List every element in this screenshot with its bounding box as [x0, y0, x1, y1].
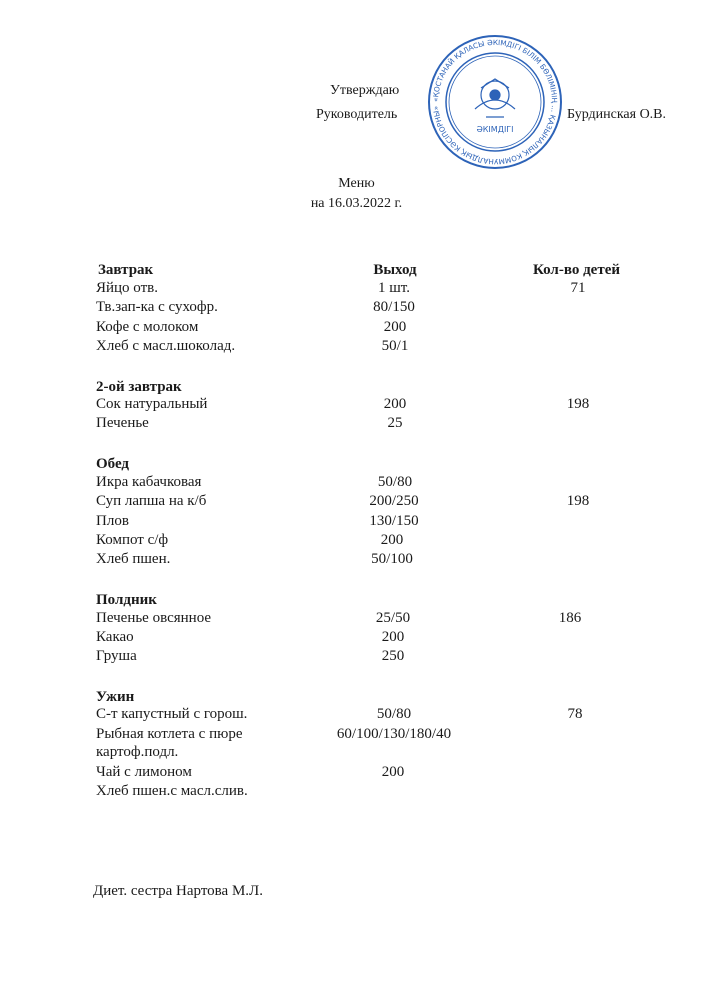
- menu-item-output: 200: [383, 319, 407, 335]
- menu-title: Меню: [338, 176, 375, 191]
- dietitian-signature: Диет. сестра Нартова М.Л.: [93, 883, 263, 899]
- menu-item-children: 71: [570, 280, 586, 296]
- menu-item-output: 50/100: [371, 551, 413, 567]
- menu-item-output: 1 шт.: [378, 280, 410, 296]
- menu-item-name: Плов: [96, 513, 129, 529]
- section-title-snack: Полдник: [96, 592, 157, 608]
- menu-item-output: 25: [387, 415, 403, 431]
- menu-item-output: 200: [383, 396, 407, 412]
- menu-item-output: 25/50: [375, 610, 411, 626]
- menu-item-output: 130/150: [369, 513, 419, 529]
- approve-word: Утверждаю: [330, 83, 400, 98]
- menu-item-name: Груша: [96, 648, 137, 664]
- bleed-through-text: [88, 85, 648, 185]
- head-title: Руководитель: [316, 107, 398, 122]
- menu-item-children: 78: [567, 706, 583, 722]
- menu-item-name: Компот с/ф: [96, 532, 169, 548]
- header-children: Кол-во детей: [533, 262, 621, 278]
- menu-item-output: 200: [381, 764, 405, 780]
- menu-item-output: 250: [381, 648, 405, 664]
- seal-outer-textpath: «ҚОСТАНАЙ ҚАЛАСЫ ӘКІМДІГІ БІЛІМ БӨЛІМІНІҢ ... ҚАЗЫНАЛЫҚ КОММУНАЛДЫҚ КӘСІПОРНЫ»: [430, 37, 560, 167]
- menu-item-output: 200: [381, 629, 405, 645]
- menu-item-output: 80/150: [373, 299, 415, 315]
- official-seal: [426, 33, 564, 171]
- seal-outer-text: [431, 38, 559, 166]
- menu-item-output: 200: [380, 532, 404, 548]
- menu-item-children: 198: [566, 396, 590, 412]
- menu-item-name: Кофе с молоком: [96, 319, 199, 335]
- menu-item-children: 186: [558, 610, 582, 626]
- menu-item-name: С-т капустный с горош.: [96, 706, 248, 722]
- menu-item-name: Хлеб пшен.с масл.слив.: [96, 783, 248, 799]
- menu-item-output: 50/80: [377, 474, 413, 490]
- menu-item-name: Рыбная котлета с пюре: [96, 726, 243, 742]
- header-meal: Завтрак: [98, 262, 154, 278]
- menu-item-name: Тв.зап-ка с сухофр.: [96, 299, 218, 315]
- head-name: Бурдинская О.В.: [567, 107, 667, 122]
- seal-emblem: [475, 79, 515, 117]
- menu-item-output: 60/100/130/180/40: [336, 726, 452, 742]
- menu-item-name: картоф.подл.: [96, 744, 179, 760]
- menu-date: на 16.03.2022 г.: [310, 196, 403, 211]
- section-title-second-breakfast: 2-ой завтрак: [96, 379, 182, 395]
- menu-item-name: Какао: [96, 629, 134, 645]
- section-title-dinner: Ужин: [96, 689, 135, 705]
- menu-item-name: Хлеб пшен.: [96, 551, 171, 567]
- menu-item-name: Печенье: [96, 415, 149, 431]
- menu-item-name: Хлеб с масл.шоколад.: [96, 338, 236, 354]
- menu-item-name: Суп лапша на к/б: [96, 493, 207, 509]
- menu-item-output: 50/80: [376, 706, 412, 722]
- menu-item-name: Печенье овсянное: [96, 610, 212, 626]
- menu-item-output: 50/1: [381, 338, 409, 354]
- menu-item-name: Яйцо отв.: [96, 280, 158, 296]
- section-title-lunch: Обед: [96, 456, 130, 472]
- menu-item-name: Сок натуральный: [96, 396, 208, 412]
- menu-item-children: 198: [566, 493, 590, 509]
- seal-inner-text: ӘКІМДІГІ: [476, 125, 514, 134]
- header-output: Выход: [373, 262, 417, 278]
- menu-item-output: 200/250: [369, 493, 419, 509]
- menu-item-name: Икра кабачковая: [96, 474, 202, 490]
- menu-item-name: Чай с лимоном: [96, 764, 192, 780]
